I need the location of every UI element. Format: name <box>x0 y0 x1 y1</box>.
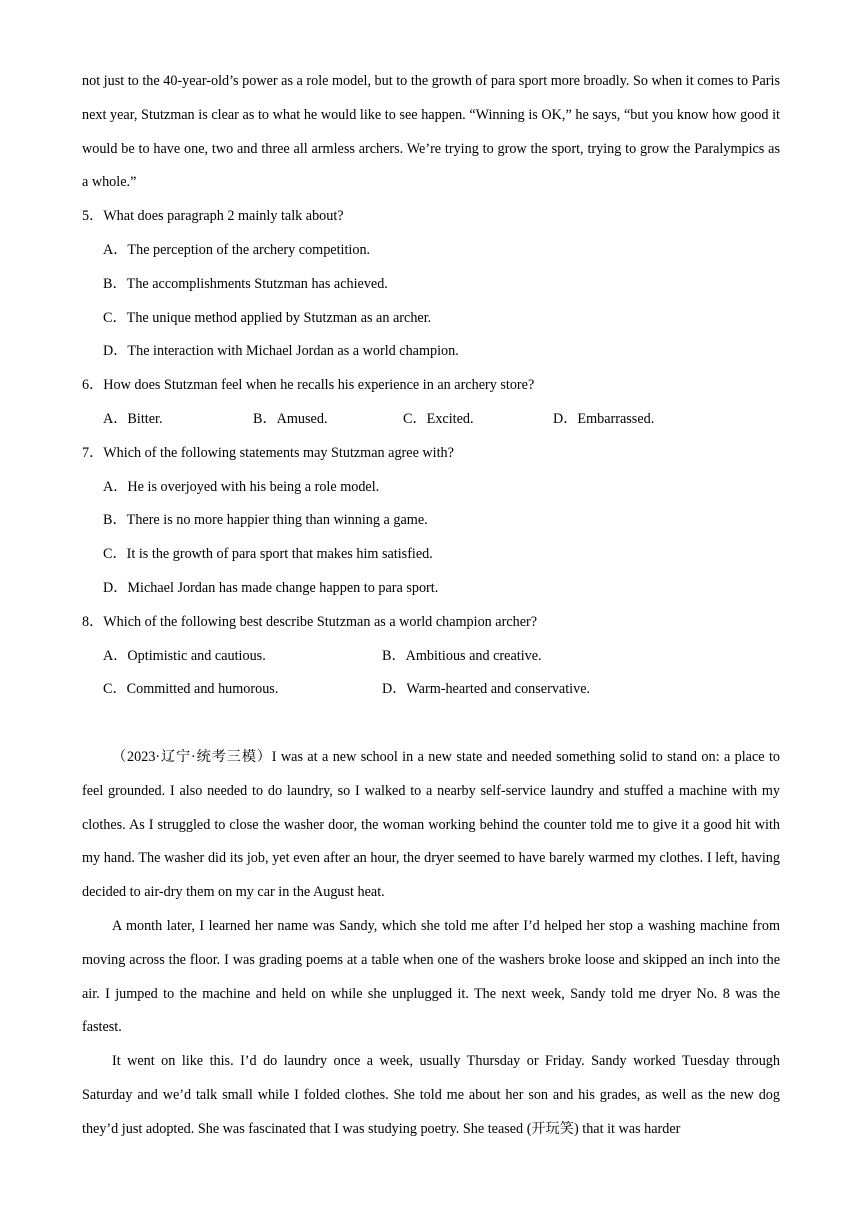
question-6-option-c[interactable]: C．Excited. <box>403 410 474 427</box>
document-page <box>82 65 780 1147</box>
question-7-option-d[interactable]: D．Michael Jordan has made change happen to para sport. <box>103 579 439 596</box>
question-7-option-a[interactable]: A．He is overjoyed with his being a role model. <box>103 478 380 495</box>
question-8-option-a[interactable]: A．Optimistic and cautious. <box>103 647 266 664</box>
passage1-tail: not just to the 40-year-old’s power as a role model, but to the growth of para sport more broadly. So when it comes to Paris next year, Stutzman is clear as to what he would like to see happen. “Winning is OK,” he says, “but you know how good it would be to have one, two and three all armless archers. We’re trying to grow the sport, trying to grow the Paralympics as a whole.” <box>82 73 780 191</box>
question-5-option-b[interactable]: B．The accomplishments Stutzman has achieved. <box>103 275 388 292</box>
passage2-paragraph-2: A month later, I learned her name was Sandy, which she told me after I’d helped her stop a washing machine from moving across the floor. I was grading poems at a table when one of the washers broke loose and skipped an inch into the air. I jumped to the machine and held on while she unplugged it. The next week, Sandy told me dryer No. 8 was the fastest. <box>82 917 780 1036</box>
question-6-option-a[interactable]: A．Bitter. <box>103 410 163 427</box>
question-7-option-b[interactable]: B．There is no more happier thing than winning a game. <box>103 512 428 529</box>
passage2-paragraph-3: It went on like this. I’d do laundry once a week, usually Thursday or Friday. Sandy worked Tuesday through Saturday and we’d talk small while I folded clothes. She told me about her son and his grades, as well as the new dog they’d just adopted. She was fascinated that I was studying poetry. She teased (开玩笑) that it was harder <box>82 1053 780 1137</box>
section-spacer <box>82 707 780 741</box>
question-7-option-c[interactable]: C．It is the growth of para sport that makes him satisfied. <box>103 546 433 563</box>
passage2-paragraph-1: （2023·辽宁·统考三模）I was at a new school in a new state and needed something solid to stand on: a place to feel grounded. I also needed to do laundry, so I walked to a nearby self-service laundry and stuffed a machine with my clothes. As I struggled to close the washer door, the woman working behind the counter told me to give it a good hit with my hand. The washer did its job, yet even after an hour, the dryer seemed to have barely warmed my clothes. I left, having decided to air-dry them on my car in the August heat. <box>82 748 780 901</box>
question-7-stem: 7．Which of the following statements may Stutzman agree with? <box>82 444 454 461</box>
question-8-option-d[interactable]: D．Warm-hearted and conservative. <box>382 681 591 698</box>
question-8-option-c[interactable]: C．Committed and humorous. <box>103 681 279 698</box>
question-6-option-b[interactable]: B．Amused. <box>253 410 328 427</box>
question-8-stem: 8．Which of the following best describe Stutzman as a world champion archer? <box>82 613 538 630</box>
question-5-option-c[interactable]: C．The unique method applied by Stutzman as an archer. <box>103 309 432 326</box>
question-6-options <box>82 403 780 437</box>
question-8-option-b[interactable]: B．Ambitious and creative. <box>382 647 542 664</box>
question-5-option-d[interactable]: D．The interaction with Michael Jordan as a world champion. <box>103 343 459 360</box>
question-5-stem: 5．What does paragraph 2 mainly talk about? <box>82 208 344 225</box>
question-5-option-a[interactable]: A．The perception of the archery competition. <box>103 241 371 258</box>
question-8-options-row-1 <box>82 640 780 674</box>
question-8-options-row-2 <box>82 673 780 707</box>
question-6-option-d[interactable]: D．Embarrassed. <box>553 410 655 427</box>
question-6-stem: 6．How does Stutzman feel when he recalls his experience in an archery store? <box>82 377 535 394</box>
